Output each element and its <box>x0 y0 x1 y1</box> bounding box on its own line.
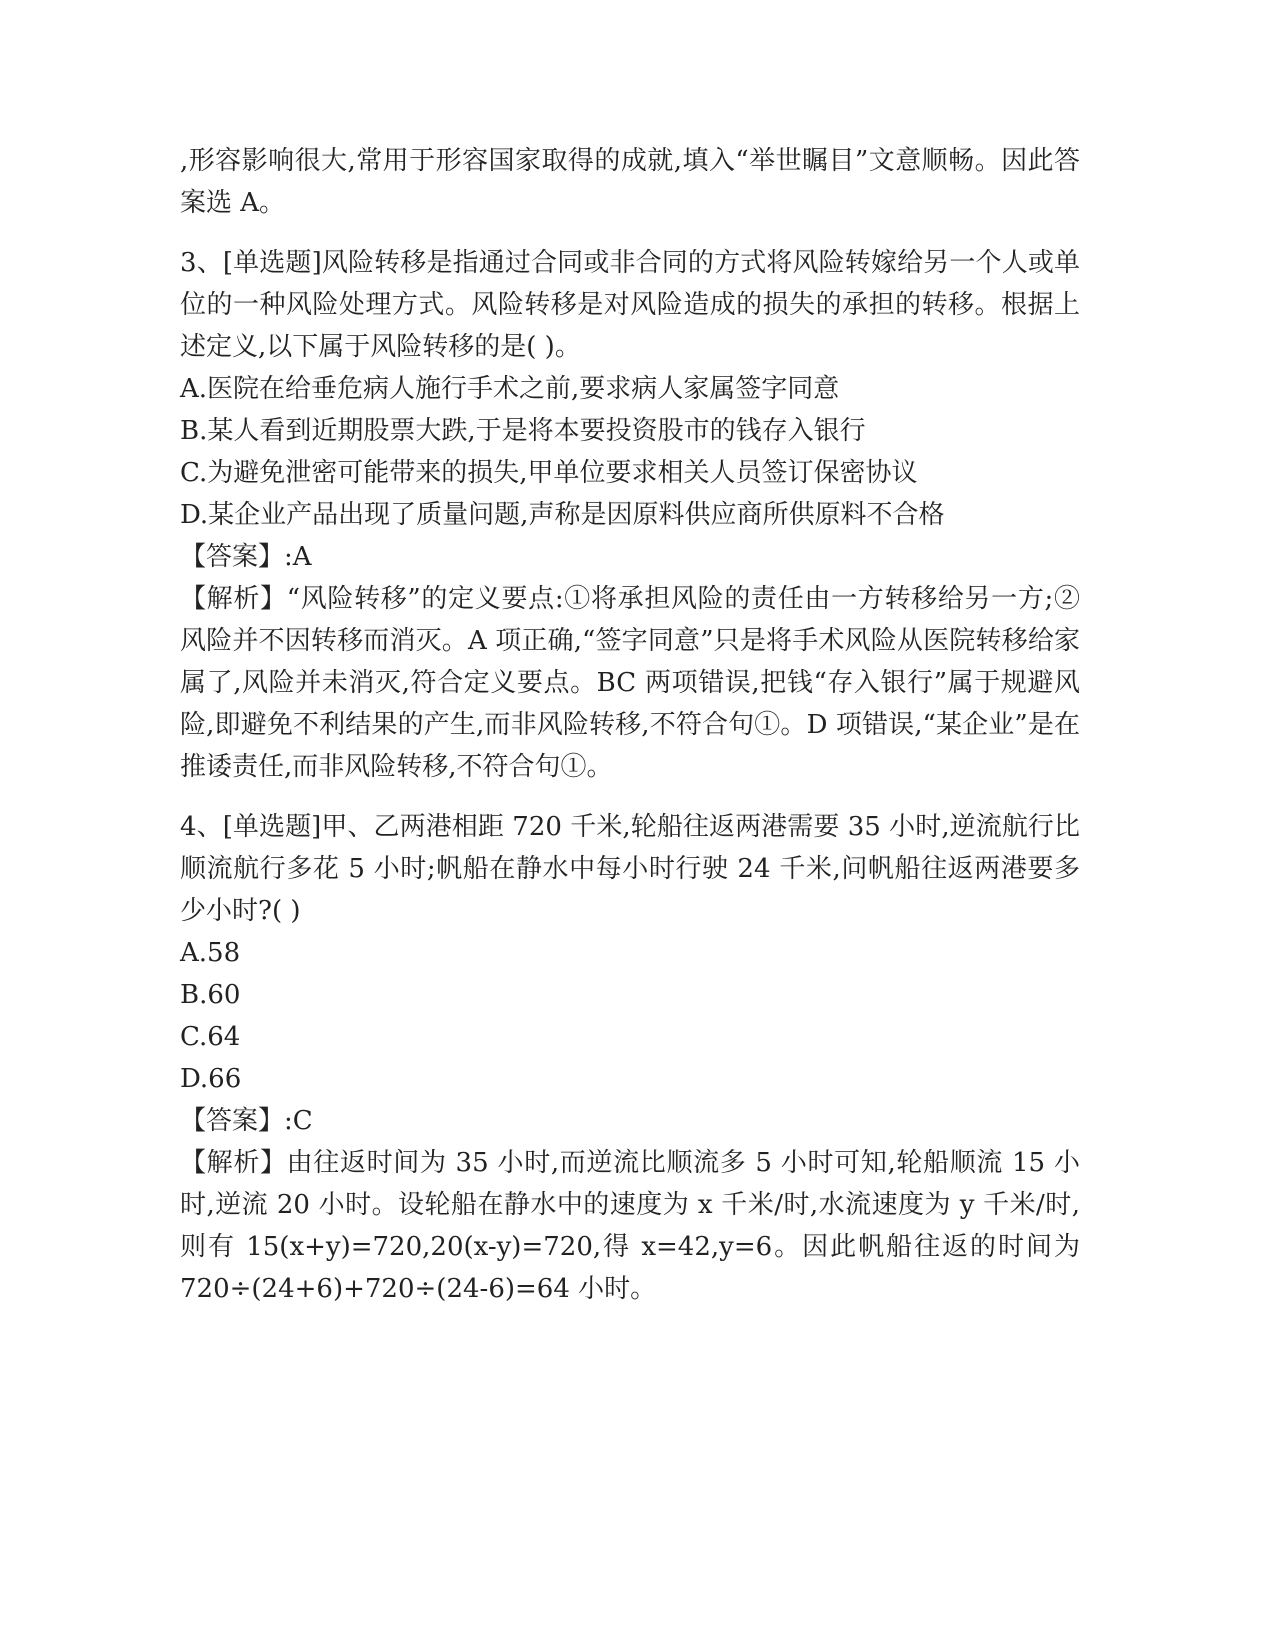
question-3-analysis: 【解析】“风险转移”的定义要点:①将承担风险的责任由一方转移给另一方;②风险并不因转移而消灭。A 项正确,“签字同意”只是将手术风险从医院转移给家属了,风险并未消灭,符合定义要点。BC 两项错误,把钱“存入银行”属于规避风险,即避免不利结果的产生,而非风险转移,不符合句①。D 项错误,“某企业”是在推诿责任,而非风险转移,不符合句①。 <box>180 584 1080 782</box>
question-3-option-b: B.某人看到近期股票大跌,于是将本要投资股市的钱存入银行 <box>180 416 866 446</box>
question-4-analysis: 【解析】由往返时间为 35 小时,而逆流比顺流多 5 小时可知,轮船顺流 15 小时,逆流 20 小时。设轮船在静水中的速度为 x 千米/时,水流速度为 y 千米/时,则有 15(x+y)=720,20(x-y)=720,得 x=42,y=6。因此帆船往返的时间为 720÷(24+6)+720÷(24-6)=64 小时。 <box>180 1148 1080 1304</box>
spacer <box>180 788 1080 806</box>
question-3-option-c: C.为避免泄密可能带来的损失,甲单位要求相关人员签订保密协议 <box>180 458 918 488</box>
question-3 <box>180 242 1080 788</box>
question-4-answer: 【答案】:C <box>180 1106 313 1136</box>
question-3-option-a: A.医院在给垂危病人施行手术之前,要求病人家属签字同意 <box>180 374 840 404</box>
question-4 <box>180 806 1080 1310</box>
question-4-stem: 4、[单选题]甲、乙两港相距 720 千米,轮船往返两港需要 35 小时,逆流航行比顺流航行多花 5 小时;帆船在静水中每小时行驶 24 千米,问帆船往返两港要多少小时?( ) <box>180 812 1080 926</box>
question-4-option-a: A.58 <box>180 938 241 968</box>
question-3-answer: 【答案】:A <box>180 542 312 572</box>
previous-analysis-continuation: ,形容影响很大,常用于形容国家取得的成就,填入“举世瞩目”文意顺畅。因此答案选 A。 <box>180 146 1080 218</box>
question-4-option-b: B.60 <box>180 980 241 1010</box>
document-page <box>180 140 1080 1310</box>
question-3-option-d: D.某企业产品出现了质量问题,声称是因原料供应商所供原料不合格 <box>180 500 945 530</box>
question-3-stem: 3、[单选题]风险转移是指通过合同或非合同的方式将风险转嫁给另一个人或单位的一种风险处理方式。风险转移是对风险造成的损失的承担的转移。根据上述定义,以下属于风险转移的是( )。 <box>180 248 1080 362</box>
question-4-option-d: D.66 <box>180 1064 242 1094</box>
question-4-option-c: C.64 <box>180 1022 241 1052</box>
spacer <box>180 224 1080 242</box>
